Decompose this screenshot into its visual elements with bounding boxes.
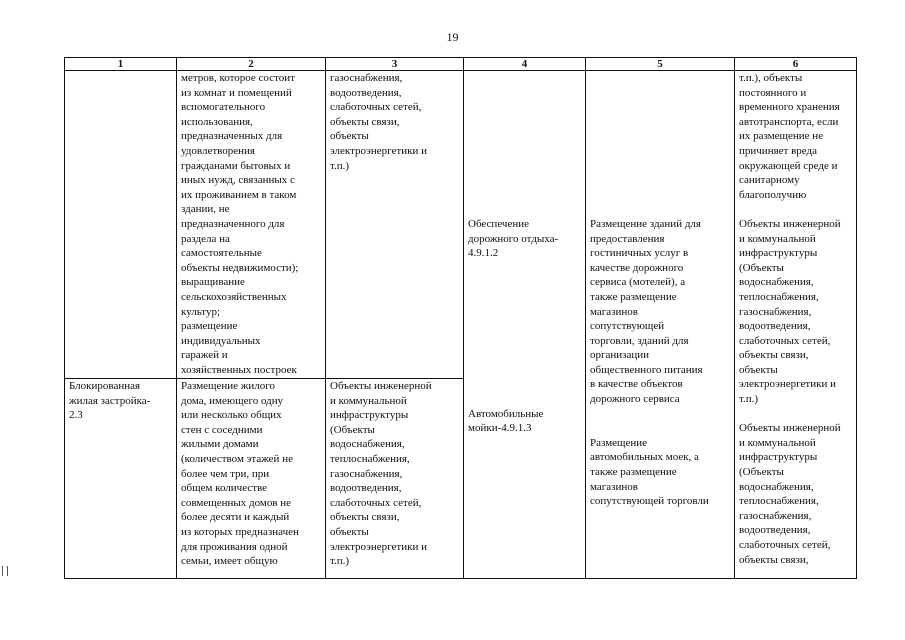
cell-col5-descriptions: Размещение зданий для предоставления гостиничных услуг в качестве дорожного сервиса (мотелей), а также размещение магазинов сопутствующей торговли, зданий для организации общественного питания в качестве объектов дорожного сервиса Размещение автомобильных моек, а также размещение магазинов сопутствующей торговли [586, 71, 735, 579]
cell-col4-permitted-uses: Обеспечение дорожного отдыха- 4.9.1.2 Автомобильные мойки-4.9.1.3 [464, 71, 586, 579]
column-header-3: 3 [326, 58, 464, 71]
cell-row2-col1: Блокированная жилая застройка- 2.3 [65, 379, 177, 579]
column-header-4: 4 [464, 58, 586, 71]
cell-col6-auxiliary-uses: т.п.), объекты постоянного и временного хранения автотранспорта, если их размещение не причиняет вреда окружающей среде и санитарному благополучию Объекты инженерной и коммунальной инфраструктуры (Объекты водоснабжения, теплоснабжения, газоснабжения, водоотведения, слаботочных сетей, объекты связи, объекты электроэнергетики и т.п.) Объекты инженерной и коммунальной инфраструктуры (Объекты водоснабжения, теплоснабжения, газоснабжения, водоотведения, слаботочных сетей, объекты связи, [735, 71, 857, 579]
table-row [65, 71, 857, 379]
table-header-row [65, 58, 857, 71]
column-header-6: 6 [735, 58, 857, 71]
column-header-5: 5 [586, 58, 735, 71]
cell-row2-col3: Объекты инженерной и коммунальной инфраструктуры (Объекты водоснабжения, теплоснабжения, газоснабжения, водоотведения, слаботочных сетей, объекты связи, объекты электроэнергетики и т.п.) [326, 379, 464, 579]
land-use-table [64, 57, 857, 579]
column-header-1: 1 [65, 58, 177, 71]
page-number: 19 [446, 30, 459, 44]
margin-scan-mark [2, 566, 8, 576]
cell-row2-col2: Размещение жилого дома, имеющего одну или несколько общих стен с соседними жилыми домами (количеством этажей не более чем три, при общем количестве совмещенных домов не более десяти и каждый из которых предназначен для проживания одной семьи, имеет общую [177, 379, 326, 579]
cell-row1-col2: метров, которое состоит из комнат и помещений вспомогательного использования, предназначенных для удовлетворения гражданами бытовых и иных нужд, связанных с их проживанием в таком здании, не предназначенного для раздела на самостоятельные объекты недвижимости); выращивание сельскохозяйственных культур; размещение индивидуальных гаражей и хозяйственных построек [177, 71, 326, 379]
cell-row1-col1 [65, 71, 177, 379]
cell-row1-col3: газоснабжения, водоотведения, слаботочных сетей, объекты связи, объекты электроэнергетики и т.п.) [326, 71, 464, 379]
column-header-2: 2 [177, 58, 326, 71]
